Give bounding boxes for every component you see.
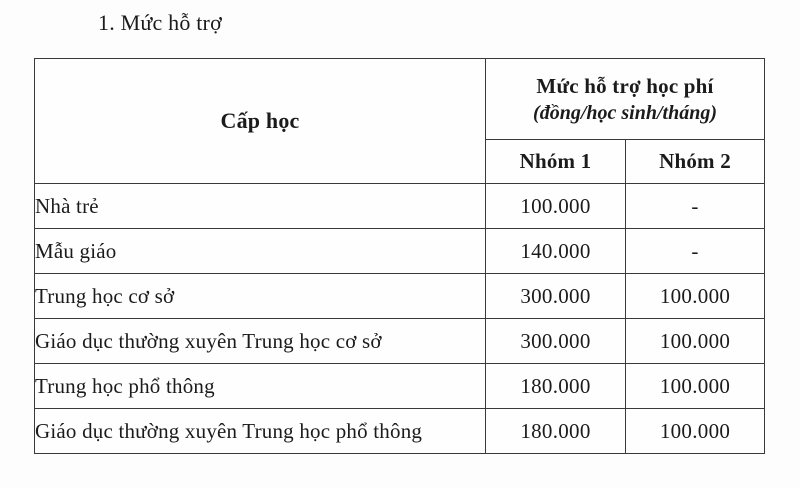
cell-education-level: Mẫu giáo <box>35 229 486 274</box>
cell-group2-value: 100.000 <box>626 319 765 364</box>
section-title: 1. Mức hỗ trợ <box>98 10 222 35</box>
table-row <box>35 364 765 409</box>
cell-group2-value: 100.000 <box>626 274 765 319</box>
cell-group1-value: 180.000 <box>486 364 626 409</box>
table-row <box>35 229 765 274</box>
table-row <box>35 409 765 454</box>
cell-education-level: Giáo dục thường xuyên Trung học cơ sở <box>35 319 486 364</box>
header-group-2: Nhóm 2 <box>626 140 765 184</box>
cell-group2-value: 100.000 <box>626 364 765 409</box>
header-group-1: Nhóm 1 <box>486 140 626 184</box>
cell-group1-value: 100.000 <box>486 184 626 229</box>
cell-group2-value: - <box>626 229 765 274</box>
table-row <box>35 184 765 229</box>
table-row <box>35 319 765 364</box>
cell-group2-value: 100.000 <box>626 409 765 454</box>
header-support-unit: (đồng/học sinh/tháng) <box>533 102 717 125</box>
cell-group1-value: 140.000 <box>486 229 626 274</box>
cell-group1-value: 300.000 <box>486 274 626 319</box>
header-support-amount <box>486 59 765 140</box>
cell-group2-value: - <box>626 184 765 229</box>
table-row <box>35 274 765 319</box>
cell-education-level: Nhà trẻ <box>35 184 486 229</box>
header-support-title: Mức hỗ trợ học phí <box>536 73 714 98</box>
cell-education-level: Trung học phổ thông <box>35 364 486 409</box>
cell-education-level: Trung học cơ sở <box>35 274 486 319</box>
table-header-row-top <box>35 59 765 140</box>
cell-education-level: Giáo dục thường xuyên Trung học phổ thông <box>35 409 486 454</box>
header-education-level: Cấp học <box>35 59 486 184</box>
cell-group1-value: 300.000 <box>486 319 626 364</box>
tuition-support-table <box>34 58 765 454</box>
cell-group1-value: 180.000 <box>486 409 626 454</box>
